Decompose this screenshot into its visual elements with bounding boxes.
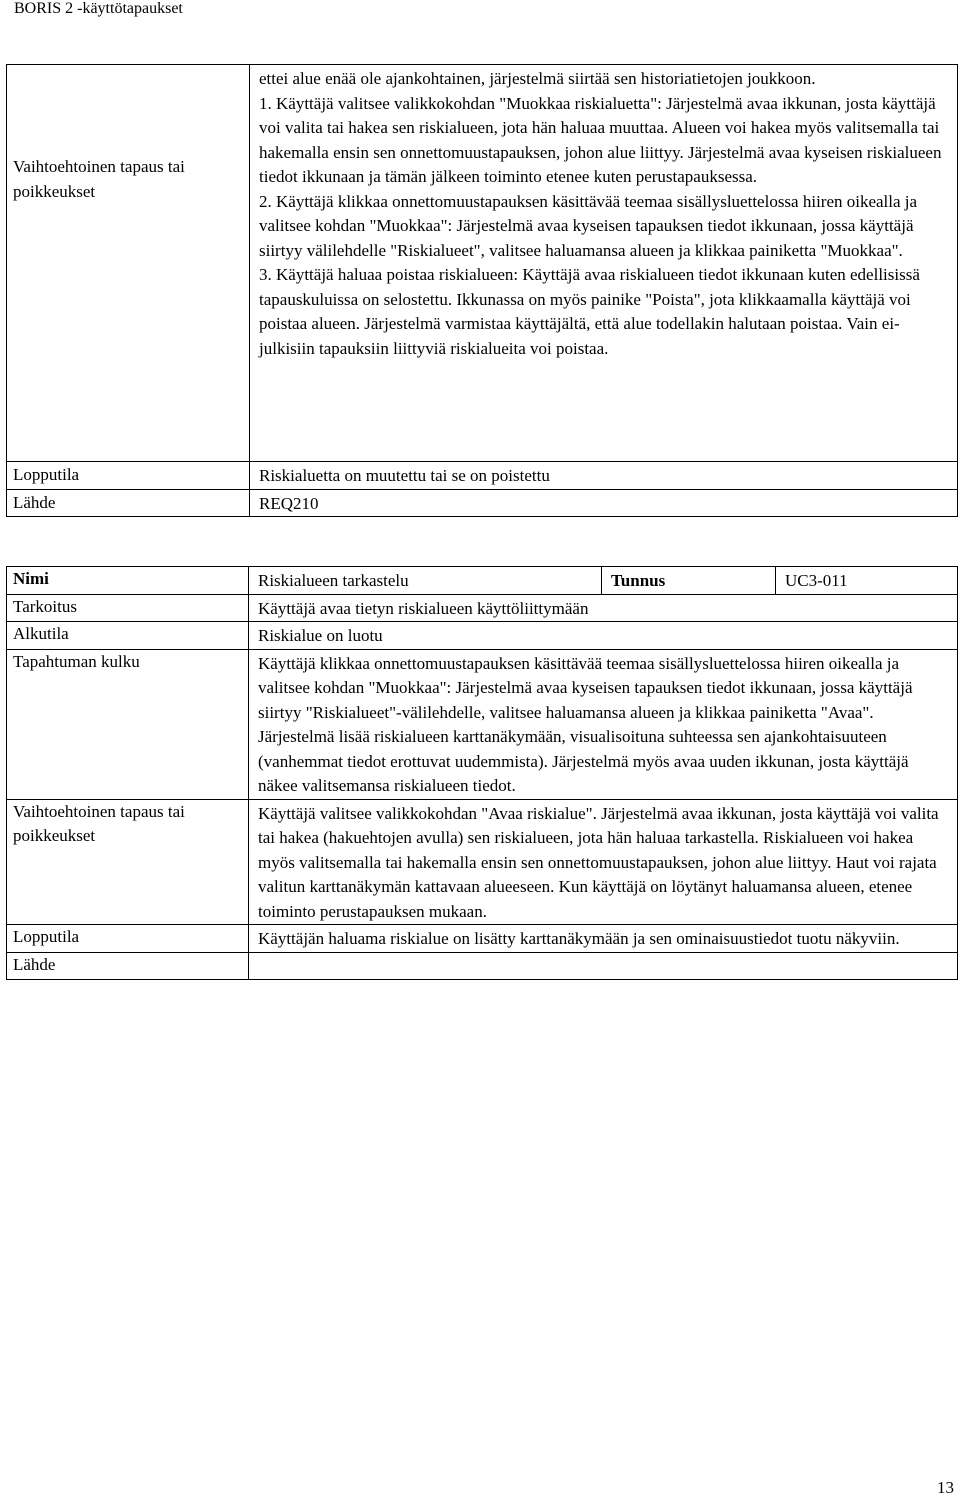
id-value: UC3-011: [776, 567, 958, 595]
alt-value-2: Käyttäjä valitsee valikkokohdan "Avaa riskialue". Järjestelmä avaa ikkunan, josta käyttäjä voi valita tai hakea (hakuehtojen avulla) sen riskialueen, jota hän haluaa tarkastella. Riskialueen voi hakea myös valitsemalla tai hakemalla ensin sen onnettomuustapauksen, johon alue liittyy. Haut voi rajata valitun karttanäkymän kattavaan alueeseen. Kun käyttäjä on löytänyt haluamansa alueen, etenee toiminto perustapauksen mukaan.: [249, 799, 958, 925]
alt-content-cell: [250, 65, 958, 462]
alt-label-2: Vaihtoehtoinen tapaus tai poikkeukset: [7, 799, 249, 925]
end-state-value-2: Käyttäjän haluama riskialue on lisätty karttanäkymään ja sen ominaisuustiedot tuotu näkyviin.: [249, 925, 958, 953]
alt-line-3: 3. Käyttäjä haluaa poistaa riskialueen: Käyttäjä avaa riskialueen tiedot ikkunaan kuten edellisissä tapauskuluissa on selostettu. Ikkunassa on myös painike "Poista", jota klikkaamalla käyttäjä voi poistaa alueen. Järjestelmä varmistaa käyttäjältä, että alue todellakin halutaan poistaa. Vain ei-julkisiin tapauksiin liittyviä riskialueita voi poistaa.: [259, 265, 920, 358]
start-state-row: [7, 622, 958, 650]
use-case-table-uc3-011: [6, 566, 958, 980]
purpose-value: Käyttäjä avaa tietyn riskialueen käyttöliittymään: [249, 594, 958, 622]
end-state-label: Lopputila: [7, 462, 250, 490]
start-state-value: Riskialue on luotu: [249, 622, 958, 650]
alt-label-cell: [7, 65, 250, 462]
source-value: REQ210: [250, 489, 958, 517]
alt-row: [7, 65, 958, 462]
source-row: [7, 489, 958, 517]
document-header: BORIS 2 -käyttötapaukset: [14, 0, 183, 17]
end-state-label-2: Lopputila: [7, 925, 249, 953]
alt-row-2: [7, 799, 958, 925]
source-label-2: Lähde: [7, 952, 249, 979]
alt-line-0: ettei alue enää ole ajankohtainen, järjestelmä siirtää sen historiatietojen joukkoon.: [259, 69, 816, 88]
source-value-2: [249, 952, 958, 979]
page-number: 13: [937, 1478, 954, 1497]
name-value: Riskialueen tarkastelu: [249, 567, 602, 595]
purpose-row: [7, 594, 958, 622]
source-row-2: [7, 952, 958, 979]
alt-line-2: 2. Käyttäjä klikkaa onnettomuustapauksen käsittävää teemaa sisällysluettelossa hiiren oikealla ja valitsee kohdan "Muokkaa": Järjestelmä avaa kyseisen tapauksen tiedot ikkunaan, jossa käyttäjä siirtyy välilehdelle "Riskialueet", valitsee haluamansa alueen ja klikkaa painiketta "Muokkaa".: [259, 191, 918, 260]
name-row: [7, 567, 958, 595]
end-state-row: [7, 462, 958, 490]
alt-label: Vaihtoehtoinen tapaus tai poikkeukset: [13, 157, 185, 201]
id-label: Tunnus: [602, 567, 776, 595]
name-label: Nimi: [7, 567, 249, 595]
alt-line-1: 1. Käyttäjä valitsee valikkokohdan "Muokkaa riskialuetta": Järjestelmä avaa ikkunan, josta käyttäjä voi valita tai hakea sen riskialueen, jota hän haluaa muuttaa. Alueen voi hakea myös valitsemalla tai hakemalla ensin sen onnettomuustapauksen, johon alue liittyy. Järjestelmä avaa kyseisen riskialueen tiedot ikkunaan ja tämän jälkeen toiminto etenee kuten perustapauksessa.: [259, 93, 942, 186]
flow-value: Käyttäjä klikkaa onnettomuustapauksen käsittävää teemaa sisällysluettelossa hiiren oikealla ja valitsee kohdan "Muokkaa": Järjestelmä avaa kyseisen tapauksen tiedot ikkunaan, jossa käyttäjä siirtyy "Riskialueet"-välilehdelle, valitsee haluamansa alueen ja klikkaa painiketta "Avaa". Järjestelmä lisää riskialueen karttanäkymään, visualisoituna suhteessa sen ajankohtaisuuteen (vanhemmat tiedot erottuvat uudemmista). Järjestelmä myös avaa uuden ikkunan, josta käyttäjä näkee valitsemansa riskialueen tiedot.: [249, 649, 958, 799]
start-state-label: Alkutila: [7, 622, 249, 650]
purpose-label: Tarkoitus: [7, 594, 249, 622]
source-label: Lähde: [7, 489, 250, 517]
flow-label: Tapahtuman kulku: [7, 649, 249, 799]
end-state-row-2: [7, 925, 958, 953]
end-state-value: Riskialuetta on muutettu tai se on poistettu: [250, 462, 958, 490]
flow-row: [7, 649, 958, 799]
use-case-table-continued: [6, 64, 958, 517]
